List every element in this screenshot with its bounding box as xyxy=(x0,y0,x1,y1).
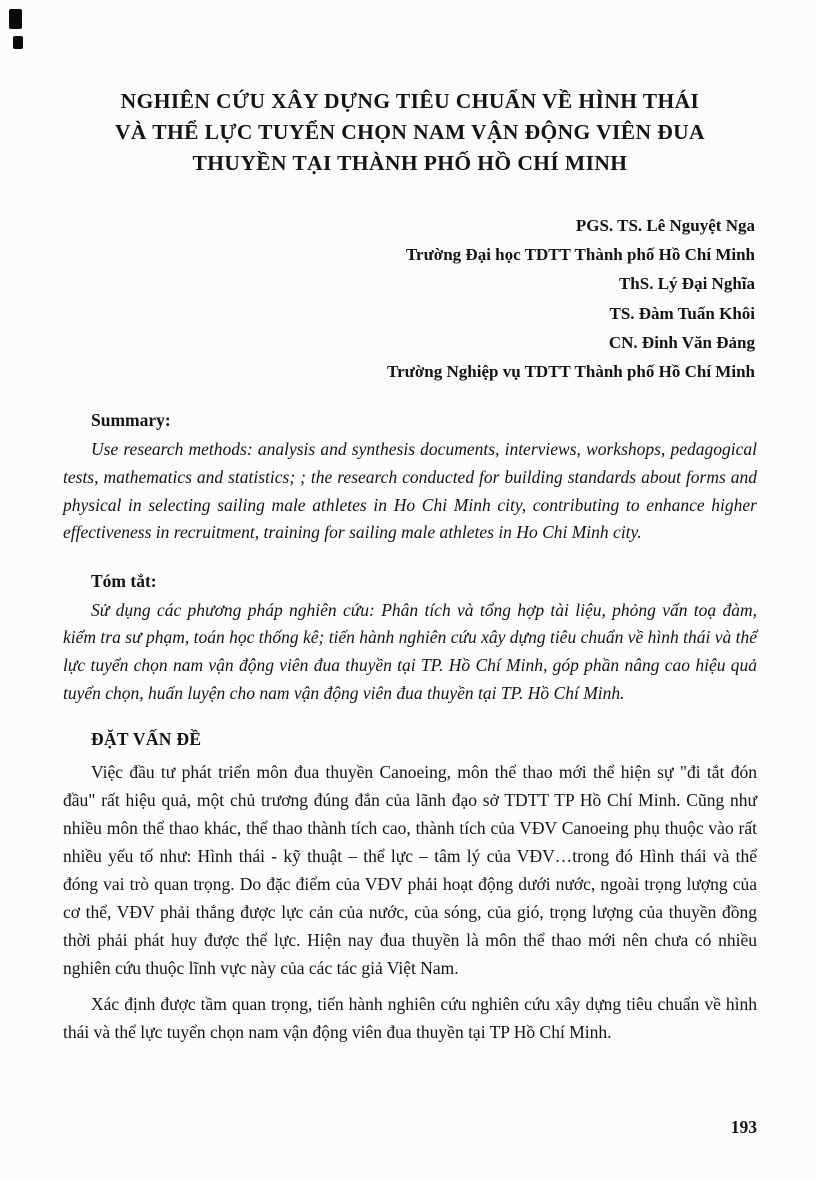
abstract-heading: Tóm tắt: xyxy=(91,570,157,591)
author-block xyxy=(63,211,757,386)
author-affiliation: Trường Đại học TDTT Thành phố Hồ Chí Minh xyxy=(405,245,755,265)
author-line: TS. Đàm Tuấn Khôi xyxy=(609,303,755,323)
body-paragraph: Xác định được tầm quan trọng, tiến hành nghiên cứu nghiên cứu xây dựng tiêu chuẩn về hình thái và thể lực tuyển chọn nam vận động viên đua thuyền tại TP Hồ Chí Minh. xyxy=(63,994,757,1043)
author-line: CN. Đinh Văn Đảng xyxy=(608,332,755,352)
paper-title xyxy=(63,86,757,179)
abstract-text: Sử dụng các phương pháp nghiên cứu: Phân tích và tổng hợp tài liệu, phỏng vấn toạ đàm, kiểm tra sư phạm, toán học thống kê; tiến hành nghiên cứu xây dựng tiêu chuẩn về hình thái và thể lực tuyển chọn nam vận động viên đua thuyền tại TP. Hồ Chí Minh, góp phần nâng cao hiệu quả tuyển chọn, huấn luyện cho nam vận động viên đua thuyền tại TP. Hồ Chí Minh. xyxy=(63,599,757,703)
author-affiliation: Trường Nghiệp vụ TDTT Thành phố Hồ Chí Minh xyxy=(387,362,755,382)
author-line: PGS. TS. Lê Nguyệt Nga xyxy=(575,215,755,235)
summary-text: Use research methods: analysis and synthesis documents, interviews, workshops, pedagogical tests, mathematics and statistics; ; the research conducted for building standards about forms and physical in selecting sailing male athletes in Ho Chi Minh city, contributing to enhance higher effectiveness in recruitment, training for sailing male athletes in Ho Chi Minh city. xyxy=(63,439,757,543)
section-heading: ĐẶT VẤN ĐỀ xyxy=(91,729,202,750)
page-content xyxy=(63,0,757,1046)
paper-title-line: VÀ THỂ LỰC TUYỂN CHỌN NAM VẬN ĐỘNG VIÊN ĐUA xyxy=(115,119,705,144)
page-number: 193 xyxy=(730,1117,757,1137)
summary-heading: Summary: xyxy=(91,410,171,431)
paper-title-line: NGHIÊN CỨU XÂY DỰNG TIÊU CHUẨN VỀ HÌNH THÁI xyxy=(120,89,700,113)
scan-artifact xyxy=(9,9,22,29)
body-paragraph: Việc đầu tư phát triển môn đua thuyền Canoeing, môn thể thao mới thể hiện sự "đi tắt đón đầu" rất hiệu quả, một chủ trương đúng đắn của lãnh đạo sở TDTT TP Hồ Chí Minh. Cũng như nhiều môn thể thao khác, thể thao thành tích cao, thành tích của VĐV Canoeing phụ thuộc vào rất nhiều yếu tố như: Hình thái - kỹ thuật – thể lực – tâm lý của VĐV…trong đó Hình thái và thể đóng vai trò quan trọng. Do đặc điểm của VĐV phải hoạt động dưới nước, ngoài trọng lượng của cơ thể, VĐV phải thắng được lực cản của nước, của sóng, của gió, trọng lượng của thuyền đồng thời phải phát huy được thể lực. Hiện nay đua thuyền là môn thể thao mới nên chưa có nhiều nghiên cứu thuộc lĩnh vực này của các tác giả Việt Nam. xyxy=(63,762,757,979)
paper-title-line: THUYỀN TẠI THÀNH PHỐ HỒ CHÍ MINH xyxy=(192,150,628,175)
scan-artifact xyxy=(13,36,23,49)
author-line: ThS. Lý Đại Nghĩa xyxy=(618,274,755,294)
